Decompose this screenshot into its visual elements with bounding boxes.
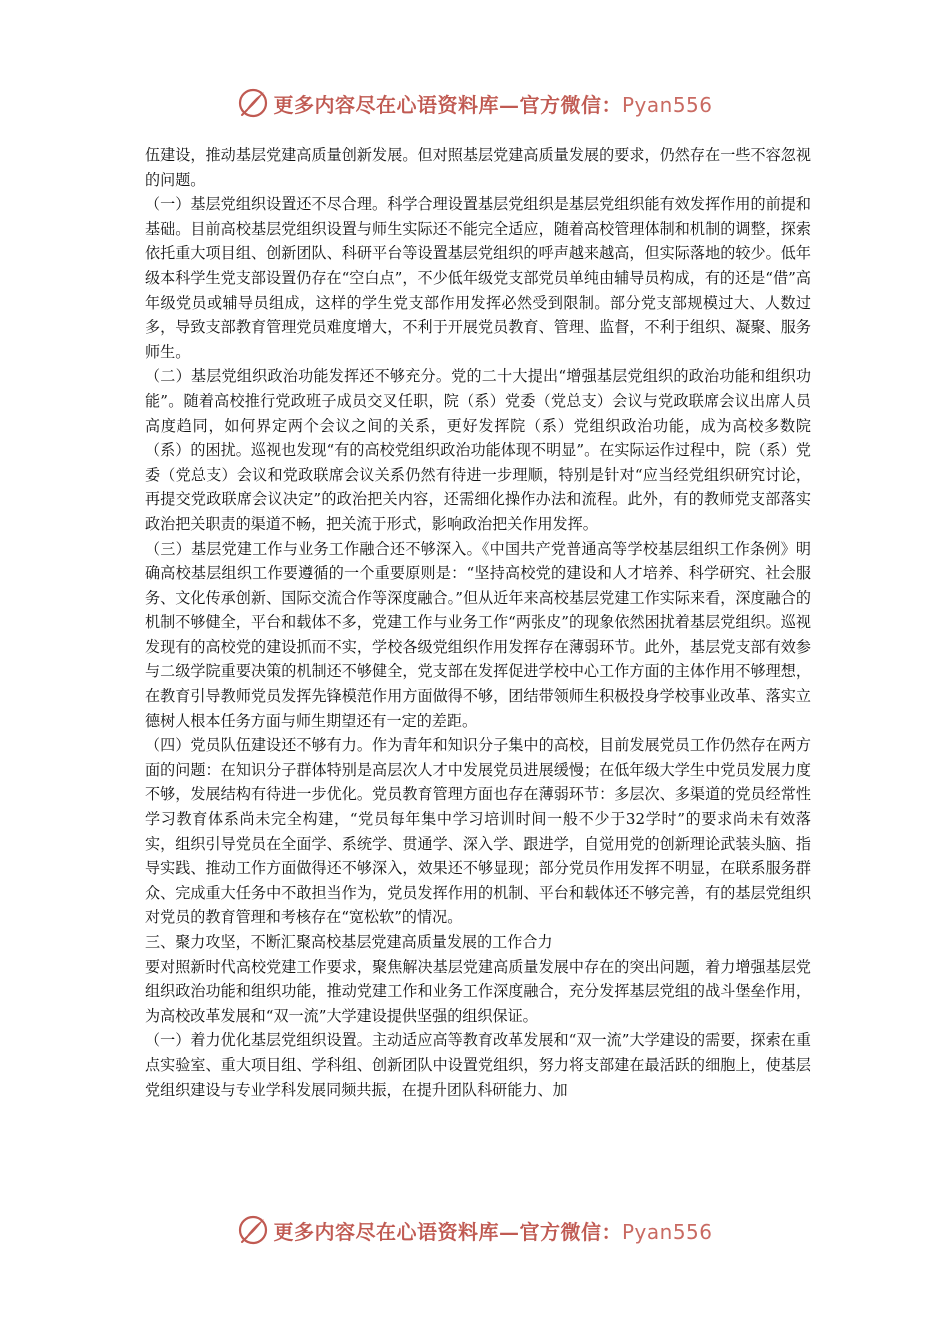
paragraph-3: （二）基层党组织政治功能发挥还不够充分。党的二十大提出“增强基层党组织的政治功能和组织功能”。随着高校推行党政班子成员交叉任职，院（系）党委（党总支）会议与党政联席会议出席人员高度趋同，如何界定两个会议之间的关系，更好发挥院（系）党组织政治功能，成为高校多数院（系）的困扰。巡视也发现“有的高校党组织政治功能体现不明显”。在实际运作过程中，院（系）党委（党总支）会议和党政联席会议关系仍然有待进一步理顺，特别是针对“应当经党组织研究讨论，再提交党政联席会议决定”的政治把关内容，还需细化操作办法和流程。此外，有的教师党支部落实政治把关职责的渠道不畅，把关流于形式，影响政治把关作用发挥。 — [145, 367, 811, 533]
section-heading: 三、聚力攻坚，不断汇聚高校基层党建高质量发展的工作合力 — [145, 933, 553, 951]
paragraph-4: （三）基层党建工作与业务工作融合还不够深入。《中国共产党普通高等学校基层组织工作条例》明确高校基层组织工作要遵循的一个重要原则是：“坚持高校党的建设和人才培养、科学研究、社会服务、文化传承创新、国际交流合作等深度融合。”但从近年来高校基层党建工作实际来看，深度融合的机制不够健全，平台和载体不多，党建工作与业务工作“两张皮”的现象依然困扰着基层党组织。巡视发现有的高校党的建设抓而不实，学校各级党组织作用发挥存在薄弱环节。此外，基层党支部有效参与二级学院重要决策的机制还不够健全，党支部在发挥促进学校中心工作方面的主体作用不够理想，在教育引导教师党员发挥先锋模范作用方面做得不够，团结带领师生积极投身学校事业改革、落实立德树人根本任务方面与师生期望还有一定的差距。 — [145, 539, 811, 730]
banner-handle: Pyan556 — [621, 92, 713, 117]
footer-banner — [0, 1208, 950, 1252]
paragraph-7: 要对照新时代高校党建工作要求，聚焦解决基层党建高质量发展中存在的突出问题，着力增强基层党组织政治功能和组织功能，推动党建工作和业务工作深度融合，充分发挥基层党组的战斗堡垒作用，为高校改革发展和“双一流”大学建设提供坚强的组织保证。 — [145, 957, 811, 1025]
paragraph-5: （四）党员队伍建设还不够有力。作为青年和知识分子集中的高校，目前发展党员工作仍然存在两方面的问题：在知识分子群体特别是高层次人才中发展党员进展缓慢；在低年级大学生中党员发展力度不够，发展结构有待进一步优化。党员教育管理方面也存在薄弱环节：多层次、多渠道的党员经常性学习教育体系尚未完全构建，“党员每年集中学习培训时间一般不少于32学时”的要求尚未有效落实，组织引导党员在全面学、系统学、贯通学、深入学、跟进学，自觉用党的创新理论武装头脑、指导实践、推动工作方面做得还不够深入，效果还不够显现；部分党员作用发挥不明显，在联系服务群众、完成重大任务中不敢担当作为，党员发挥作用的机制、平台和载体还不够完善，有的基层党组织对党员的教育管理和考核存在“宽松软”的情况。 — [145, 736, 811, 927]
banner-text: 更多内容尽在心语资料库—官方微信：Pyan556 — [273, 1219, 713, 1244]
paragraph-1: 伍建设，推动基层党建高质量创新发展。但对照基层党建高质量发展的要求，仍然存在一些不容忽视的问题。 — [145, 146, 811, 189]
header-banner — [0, 81, 950, 125]
document-body — [145, 143, 811, 1102]
quill-logo-icon — [237, 87, 269, 119]
paragraph-8: （一）着力优化基层党组织设置。主动适应高等教育改革发展和“双一流”大学建设的需要，探索在重点实验室、重大项目组、学科组、创新团队中设置党组织，努力将支部建在最活跃的细胞上，使基层党组织建设与专业学科发展同频共振，在提升团队科研能力、加 — [145, 1031, 811, 1099]
banner-handle: Pyan556 — [621, 1219, 713, 1244]
paragraph-2: （一）基层党组织设置还不尽合理。科学合理设置基层党组织是基层党组织能有效发挥作用的前提和基础。目前高校基层党组织设置与师生实际还不能完全适应，随着高校管理体制和机制的调整，探索依托重大项目组、创新团队、科研平台等设置基层党组织的呼声越来越高，但实际落地的较少。低年级本科学生党支部设置仍存在“空白点”，不少低年级党支部党员单纯由辅导员构成，有的还是“借”高年级党员或辅导员组成，这样的学生党支部作用发挥必然受到限制。部分党支部规模过大、人数过多，导致支部教育管理党员难度增大，不利于开展党员教育、管理、监督，不利于组织、凝聚、服务师生。 — [145, 195, 811, 361]
quill-logo-icon — [237, 1214, 269, 1246]
banner-text: 更多内容尽在心语资料库—官方微信：Pyan556 — [273, 92, 713, 117]
